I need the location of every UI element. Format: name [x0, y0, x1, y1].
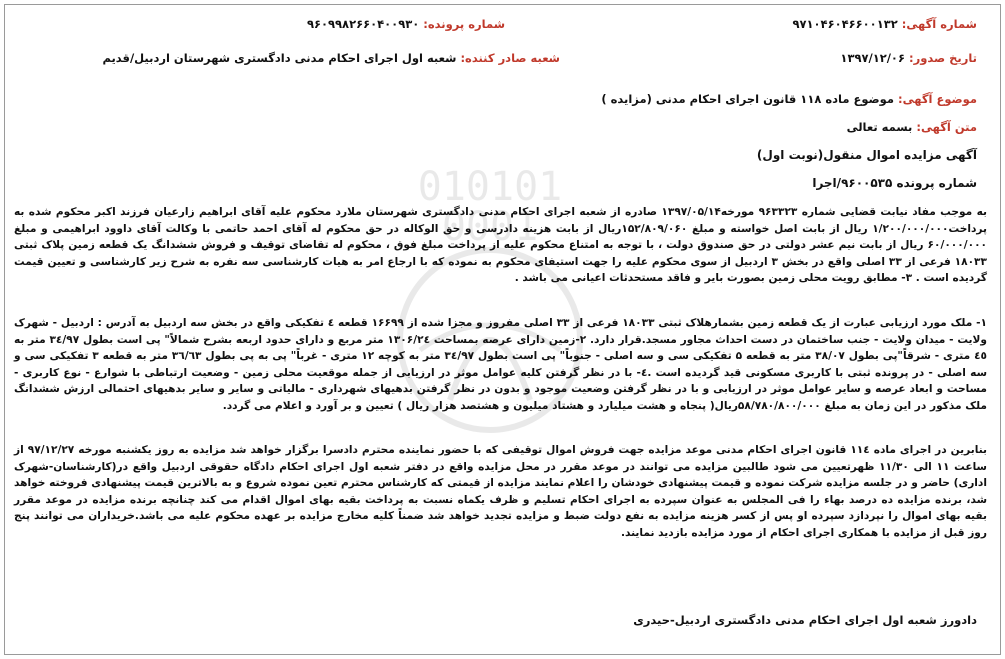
case-number-row	[307, 16, 505, 32]
subject-value: موضوع ماده ۱۱۸ قانون اجرای احکام مدنی (مزایده )	[601, 92, 895, 106]
svg-text:010101: 010101	[417, 164, 563, 210]
body-label: متن آگهی:	[916, 120, 977, 134]
issuing-branch-row	[102, 50, 560, 66]
svg-text:0001: 0001	[441, 204, 539, 250]
issuing-branch-value: شعبه اول اجرای احکام مدنی دادگستری شهرستان اردبیل/قدیم	[102, 51, 457, 65]
signature: دادورز شعبه اول اجرای احکام مدنی دادگستری اردبیل-حیدری	[633, 613, 977, 627]
issue-date-value: ۱۳۹۷/۱۲/۰۶	[840, 51, 905, 65]
file-number: شماره پرونده ۹۶۰۰۵۳۵/اجرا	[812, 176, 977, 190]
issuing-branch-label: شعبه صادر کننده:	[460, 51, 560, 65]
paragraph-intro: به موجب مفاد نیابت قضایی شماره ۹۶۳۳۲۳ مورخه۱۳۹۷/۰۵/۱۴ صادره از شعبه اجرای احکام مدنی دادگستری شهرستان ملارد محکوم علیه آقای ابراهیم زارعیان فرزند اکبر محکوم شده به پرداخت۱/۲۰۰/۰۰۰/۰۰۰ ریال از بابت اصل خواسته و مبلغ ۱۵۲/۸۰۹/۰۶۰ریال از بابت هزینه دادرسی و حق الوکاله در حق محکوم له آقای احمد حاتمی با وکالت آقای داوود ابراهیمی و مبلغ ۶۰/۰۰۰/۰۰۰ ریال از بابت نیم عشر دولتی در حق صندوق دولت ، با توجه به امتناع محکوم علیه از پرداخت مبلغ فوق ، محکوم له تقاضای توقیف و فروش ششدانگ یک قطعه زمین پلاک ثبتی ۱۸۰۳۳ فرعی از ۳۳ اصلی واقع در بخش ۳ اردبیل از سوی محکوم علیه را جهت استیفای محکوم به نموده که با ارجاع امر به هیات کارشناسی سه نفره به شرح زیر کارشناسی و تعیین قیمت گردیده است . ۳- مطابق رویت محلی زمین بصورت بایر و فاقد مستحدثات اعیانی می باشد .	[14, 206, 987, 285]
ad-number-label: شماره آگهی:	[901, 17, 977, 31]
case-number-label: شماره پرونده:	[423, 17, 505, 31]
ad-number-row	[792, 16, 977, 32]
notice-title: آگهی مزایده اموال منقول(نوبت اول)	[756, 148, 977, 162]
body-label-value: بسمه تعالی	[846, 120, 913, 134]
subject-row	[601, 91, 977, 107]
case-number-value: ۹۶۰۹۹۸۲۶۶۰۴۰۰۹۳۰	[306, 17, 420, 31]
paragraph-appraisal: ۱- ملک مورد ارزیابی عبارت از یک قطعه زمین بشمارهلاک ثبتی ۱۸۰۳۳ فرعی از ۳۳ اصلی مفروز و مجزا شده از ۱۶۶۹۹ قطعه ٤ تفکیکی واقع در بخش سه اردبیل به آدرس : اردبیل - شهرک ولایت - میدان ولایت - جنب ساختمان در دست احداث مجاور مسجد.قرار دارد. ۲-زمین دارای عرصه بمساحت ۱۳۰۶/۲٤ متر مربع و دارای حدود اربعه بشرح شمالاً" پی است بطول ۳٤/۹۷ متر به ٤٥ متری - شرقاً"پی بطول ۳۸/۰۷ متر به قطعه ۵ تفکیکی سی و سه اصلی - جنوباً" پی است بطول ۳٤/۹۷ متر به کوچه ۱۲ متری - غرباً" پی به پی بطول ۳٦/٦۳ متر به قطعه ۳ تفکیکی سی و سه اصلی - در پرونده ثبتی با کاربری مسکونی قید گردیده است .٤- با در نظر گرفتن کلیه عوامل موثر در ارزیابی از جمله موقعیت محلی زمین - وضعیت ارتباطی با شوارع - نوع کاربری - مساحت و ابعاد عرصه و سایر عوامل موثر در ارزیابی و با در نظر گرفتن وضعیت موجود و بدون در نظر گرفتن بدهیهای شهرداری - مالیاتی و سایر و سایر بدهیهای احتمالی ارزش ششدانگ ملک مذکور در این زمان به مبلغ ۵۸/۷۸۰/۸۰۰/۰۰۰ریال( پنجاه و هشت میلیارد و هشتاد میلیون و هشتصد هزار ریال ) تعیین و بر آورد و اعلام می گردد.	[14, 317, 987, 412]
issue-date-row	[840, 50, 977, 66]
paragraph-auction-terms: بنابرین در اجرای ماده ۱۱٤ قانون اجرای احکام مدنی موعد مزایده جهت فروش اموال توقیفی که با حضور نماینده محترم دادسرا برگزار خواهد شد مزایده به روز یکشنبه مورخه ۹۷/۱۲/۲۷ از ساعت ۱۱ الی ۱۱/۳۰ ظهرتعیین می شود طالبین مزایده می توانند در موعد مقرر در محل مزایده واقع در دفتر شعبه اول اجرای احکام دادگاه حقوقی اردبیل واقع در(کارشناسان-شهرک اداری) حاضر و در جلسه مزایده شرکت نموده و قیمت پیشنهادی خودشان را اعلام نمایند مزایده از قیمتی که کارشناس محترم تعین نموده شروع و به بالاترین قیمت پیشنهادی فروخته خواهد شد، برنده مزایده ده درصد بهاء را فی المجلس به عنوان سپرده به اجرای احکام تسلیم و ظرف یکماه نسبت به پرداخت بقیه بهای اموال اقدام می کند چنانچه برنده مزایده در موعد مقرر بقیه بهای اموال را نپردازد سپرده او پس از کسر هزینه مزایده به نفع دولت ضبط و مزایده تجدید خواهد شد ضمناً کلیه مخارج مزایده بر عهده محکوم علیه می باشد.خریداران می توانند پنج روز قبل از مزایده با همکاری اجرای احکام از مورد مزایده بازدید نمایند.	[14, 444, 988, 539]
ad-number-value: ۹۷۱۰۴۶۰۴۶۶۰۰۱۳۲	[792, 17, 898, 31]
issue-date-label: تاریخ صدور:	[909, 51, 977, 65]
body-label-row	[847, 119, 977, 135]
subject-label: موضوع آگهی:	[898, 92, 977, 106]
